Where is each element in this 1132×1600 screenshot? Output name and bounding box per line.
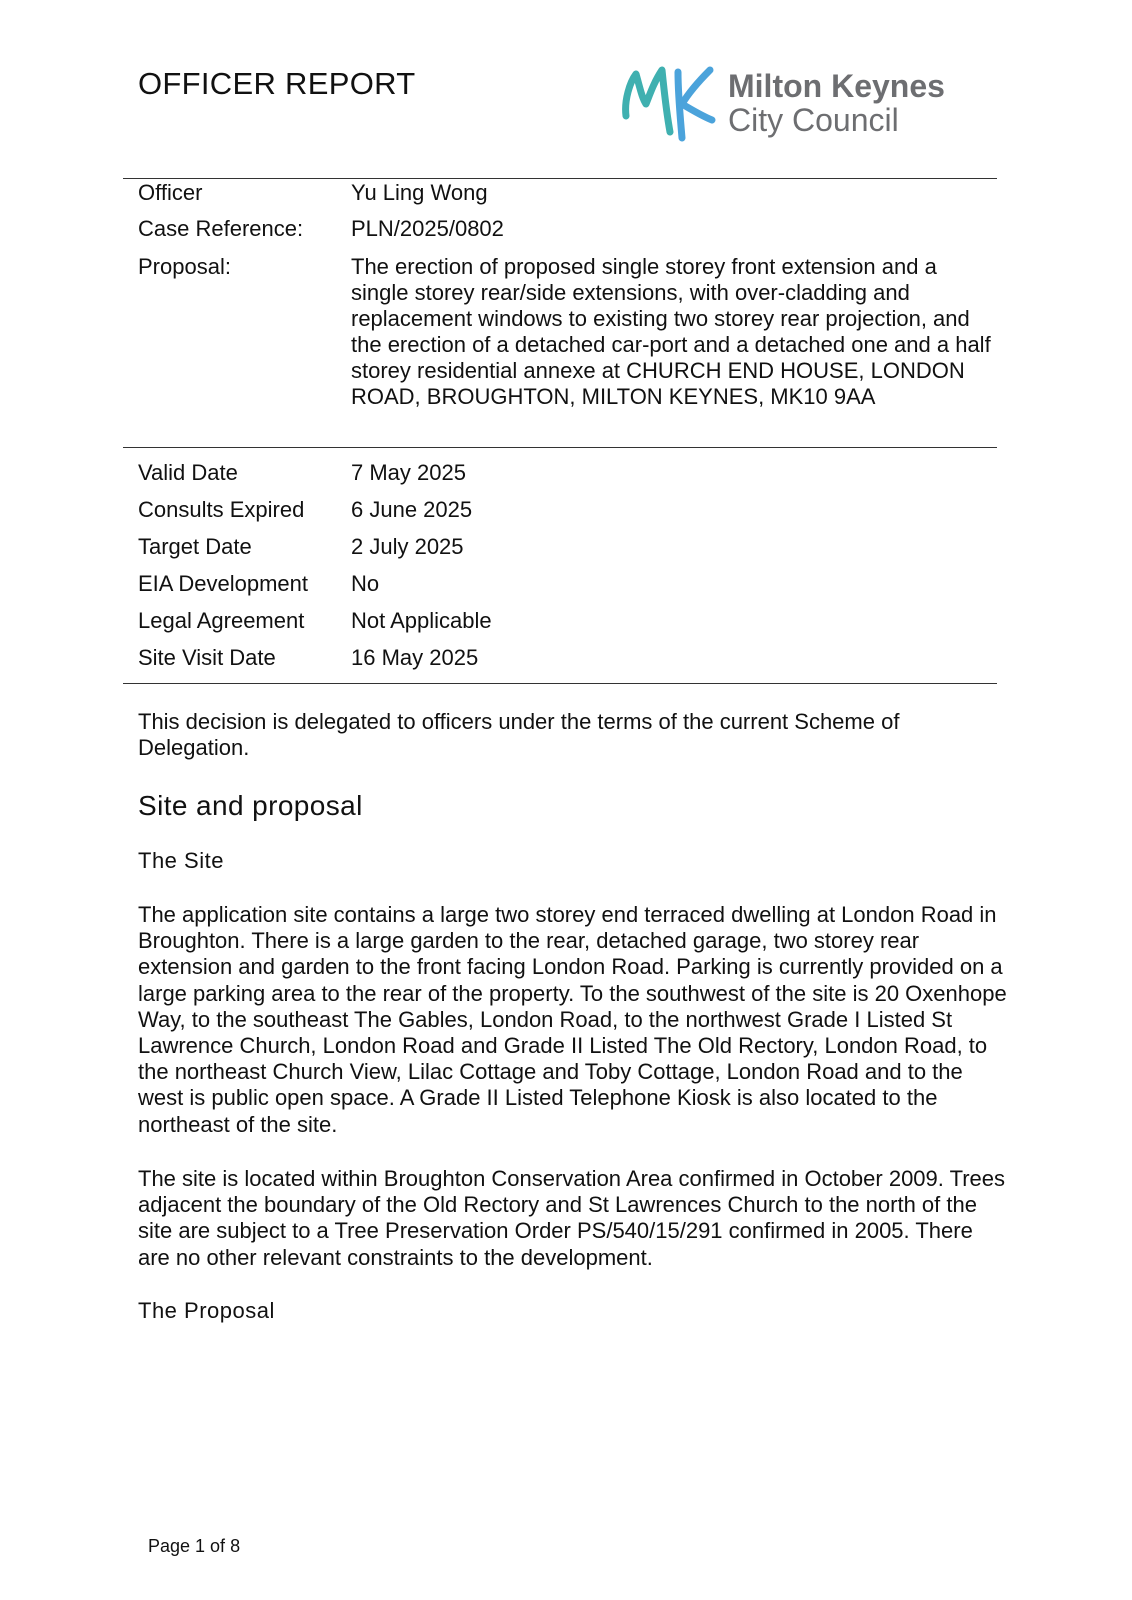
consults-expired-label: Consults Expired bbox=[138, 497, 305, 522]
delegation-note: This decision is delegated to officers under the terms of the current Scheme of Delegation. bbox=[138, 709, 900, 761]
top-divider bbox=[123, 178, 997, 179]
proposal-label: Proposal: bbox=[138, 254, 231, 279]
legal-agreement-label: Legal Agreement bbox=[138, 608, 305, 633]
officer-value: Yu Ling Wong bbox=[351, 180, 488, 205]
legal-agreement-value: Not Applicable bbox=[351, 608, 492, 633]
target-date-label: Target Date bbox=[138, 534, 252, 559]
council-logo bbox=[620, 64, 1000, 144]
mk-logo-mark-icon bbox=[620, 64, 720, 144]
site-paragraph-1: The application site contains a large two storey end terraced dwelling at London Road in Broughton. There is a large garden to the rear, detached garage, two storey rear extension and garden to the front facing London Road. Parking is currently provided on a large parking area to the rear of the property. To the southwest of the site is 20 Oxenhope Way, to the southeast The Gables, London Road, to the northwest Grade I Listed St Lawrence Church, London Road and Grade II Listed The Old Rectory, London Road, to the northeast Church View, Lilac Cottage and Toby Cottage, London Road and to the west is public open space. A Grade II Listed Telephone Kiosk is also located to the northeast of the site. bbox=[138, 902, 1007, 1137]
valid-date-label: Valid Date bbox=[138, 460, 238, 485]
consults-expired-value: 6 June 2025 bbox=[351, 497, 473, 522]
details-divider bbox=[123, 447, 997, 448]
logo-text-line-1: Milton Keynes bbox=[728, 68, 945, 104]
site-visit-date-label: Site Visit Date bbox=[138, 645, 276, 670]
eia-development-label: EIA Development bbox=[138, 571, 308, 596]
case-reference-value: PLN/2025/0802 bbox=[351, 216, 504, 241]
section-heading-site-and-proposal: Site and proposal bbox=[138, 790, 363, 821]
eia-development-value: No bbox=[351, 571, 380, 596]
target-date-value: 2 July 2025 bbox=[351, 534, 464, 559]
case-reference-label: Case Reference: bbox=[138, 216, 304, 241]
valid-date-value: 7 May 2025 bbox=[351, 460, 466, 485]
sub-heading-the-site: The Site bbox=[138, 848, 224, 873]
logo-text-line-2: City Council bbox=[728, 102, 899, 138]
report-title: OFFICER REPORT bbox=[138, 66, 416, 101]
page-number: Page 1 of 8 bbox=[148, 1536, 241, 1556]
proposal-value: The erection of proposed single storey front extension and a single storey rear/side extensions, with over-cladding and replacement windows to existing two storey rear projection, and the erection of a detached car-port and a detached one and a half storey residential annexe at CHURCH END HOUSE, LONDON ROAD, BROUGHTON, MILTON KEYNES, MK10 9AA bbox=[351, 254, 991, 409]
sub-heading-the-proposal: The Proposal bbox=[138, 1298, 275, 1323]
site-paragraph-2: The site is located within Broughton Conservation Area confirmed in October 2009. Trees adjacent the boundary of the Old Rectory and St Lawrences Church to the north of the site are subject to a Tree Preservation Order PS/540/15/291 confirmed in 2005. There are no other relevant constraints to the development. bbox=[138, 1166, 1006, 1270]
officer-label: Officer bbox=[138, 180, 203, 205]
site-visit-date-value: 16 May 2025 bbox=[351, 645, 479, 670]
dates-divider bbox=[123, 683, 997, 684]
